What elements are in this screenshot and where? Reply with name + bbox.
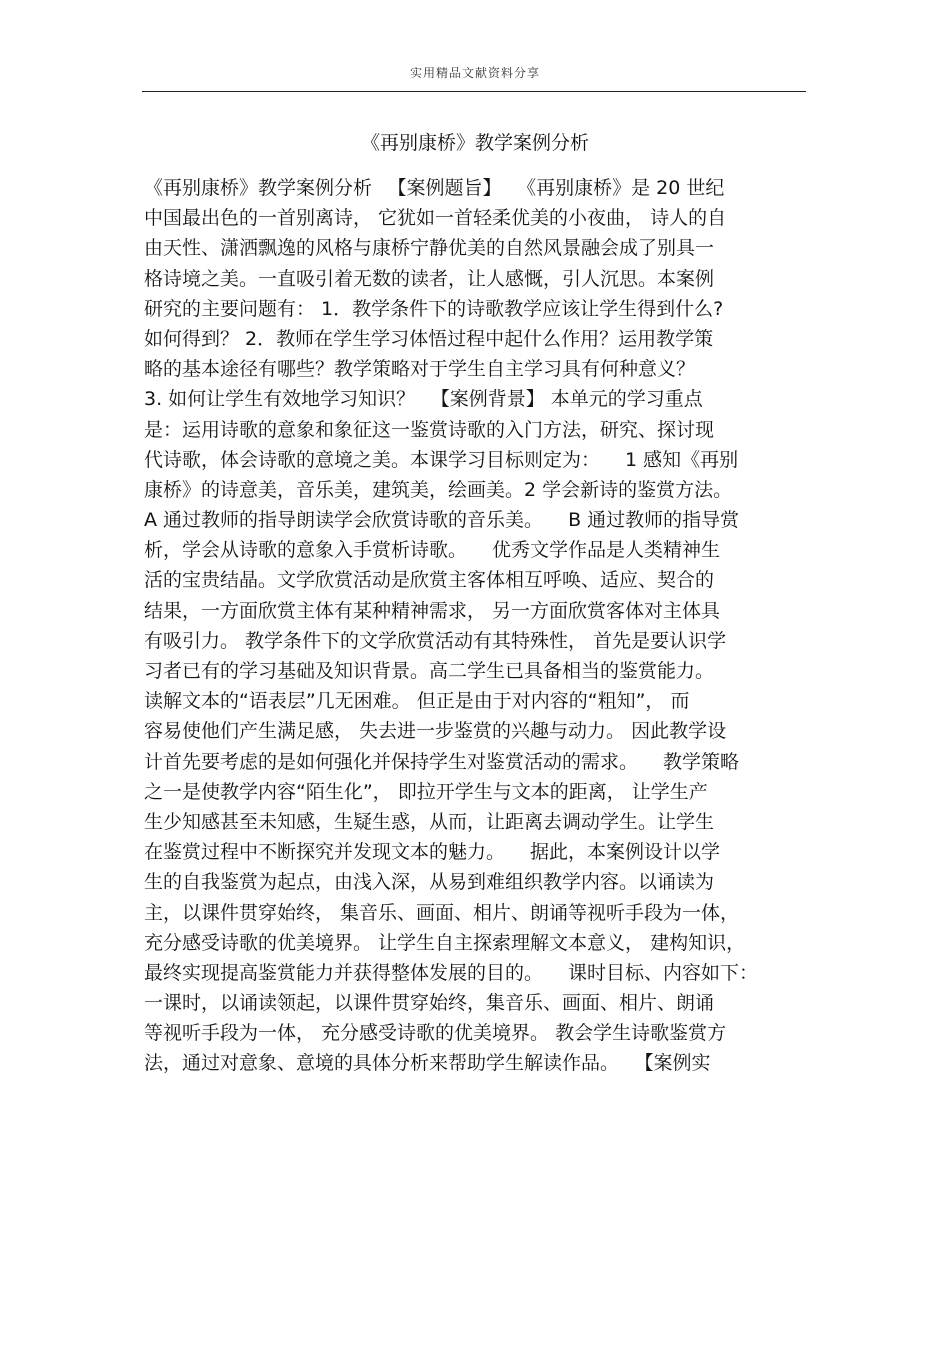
body-line: 生的自我鉴赏为起点，由浅入深，从易到难组织教学内容。以诵读为 bbox=[144, 871, 715, 894]
body-line: 在鉴赏过程中不断探究并发现文本的魅力。 据此，本案例设计以学 bbox=[144, 841, 721, 864]
body-line: 如何得到？ 2．教师在学生学习体悟过程中起什么作用？运用教学策 bbox=[144, 327, 714, 350]
body-text bbox=[144, 173, 808, 1079]
body-line: 结果，一方面欣赏主体有某种精神需求， 另一方面欣赏客体对主体具 bbox=[144, 599, 721, 622]
body-line: 由天性、潇洒飘逸的风格与康桥宁静优美的自然风景融会成了别具一 bbox=[144, 237, 715, 260]
body-line: 等视听手段为一体， 充分感受诗歌的优美境界。 教会学生诗歌鉴赏方 bbox=[144, 1022, 727, 1045]
body-line: 中国最出色的一首别离诗， 它犹如一首轻柔优美的小夜曲， 诗人的自 bbox=[144, 207, 727, 230]
body-line: 容易使他们产生满足感， 失去进一步鉴赏的兴趣与动力。 因此教学设 bbox=[144, 720, 727, 743]
document-title: 《再别康桥》教学案例分析 bbox=[360, 132, 589, 154]
body-line: 格诗境之美。一直吸引着无数的读者，让人感慨，引人沉思。本案例 bbox=[144, 267, 715, 290]
body-line: 计首先要考虑的是如何强化并保持学生对鉴赏活动的需求。 教学策略 bbox=[144, 750, 740, 773]
body-line: 略的基本途径有哪些？教学策略对于学生自主学习具有何种意义？ bbox=[144, 358, 696, 381]
body-line: 康桥》的诗意美，音乐美，建筑美，绘画美。2 学会新诗的鉴赏方法。 bbox=[144, 478, 733, 501]
body-line: A 通过教师的指导朗读学会欣赏诗歌的音乐美。 B 通过教师的指导赏 bbox=[144, 509, 740, 532]
body-line: 读解文本的“语表层”几无困难。 但正是由于对内容的“粗知”， 而 bbox=[144, 690, 690, 713]
body-line: 研究的主要问题有： 1．教学条件下的诗歌教学应该让学生得到什么? bbox=[144, 297, 724, 320]
body-line: 之一是使教学内容“陌生化”， 即拉开学生与文本的距离， 让学生产 bbox=[144, 780, 708, 803]
body-line: 一课时，以诵读领起，以课件贯穿始终，集音乐、画面、相片、朗诵 bbox=[144, 992, 715, 1015]
body-line: 析，学会从诗歌的意象入手赏析诗歌。 优秀文学作品是人类精神生 bbox=[144, 539, 721, 562]
running-header: 实用精品文献资料分享 bbox=[409, 66, 540, 80]
body-line: 是：运用诗歌的意象和象征这一鉴赏诗歌的入门方法，研究、探讨现 bbox=[144, 418, 715, 441]
header-rule bbox=[142, 91, 806, 92]
body-line: 活的宝贵结晶。文学欣赏活动是欣赏主客体相互呼唤、适应、契合的 bbox=[144, 569, 715, 592]
body-line: 法，通过对意象、意境的具体分析来帮助学生解读作品。 【案例实 bbox=[144, 1052, 711, 1075]
body-line: 生少知感甚至未知感，生疑生惑，从而，让距离去调动学生。让学生 bbox=[144, 810, 715, 833]
body-line: 3. 如何让学生有效地学习知识？ 【案例背景】 本单元的学习重点 bbox=[144, 388, 703, 411]
body-line: 有吸引力。 教学条件下的文学欣赏活动有其特殊性， 首先是要认识学 bbox=[144, 629, 727, 652]
body-line: 代诗歌，体会诗歌的意境之美。本课学习目标则定为： 1 感知《再别 bbox=[144, 448, 739, 471]
body-line: 最终实现提高鉴赏能力并获得整体发展的目的。 课时目标、内容如下： bbox=[144, 961, 759, 984]
body-line: 主，以课件贯穿始终， 集音乐、画面、相片、朗诵等视听手段为一体， bbox=[144, 901, 740, 924]
body-line: 充分感受诗歌的优美境界。 让学生自主探索理解文本意义， 建构知识， bbox=[144, 931, 746, 954]
body-line: 习者已有的学习基础及知识背景。高二学生已具备相当的鉴赏能力。 bbox=[144, 660, 715, 682]
body-line: 《再别康桥》教学案例分析 【案例题旨】 《再别康桥》是 20 世纪 bbox=[144, 177, 725, 199]
